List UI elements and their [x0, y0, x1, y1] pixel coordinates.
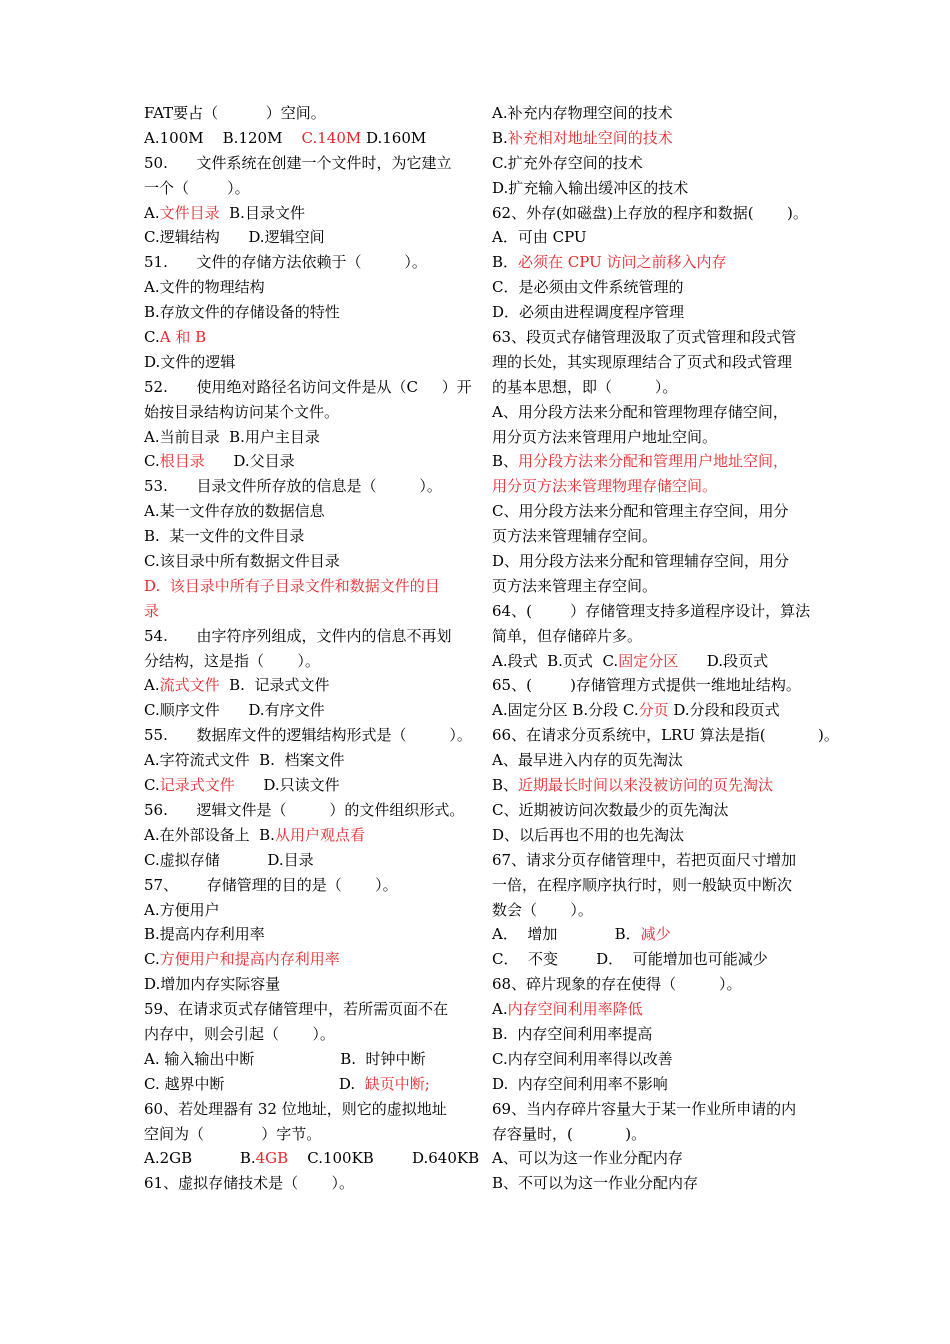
text-segment: B、	[492, 776, 519, 795]
text-segment: A.	[144, 676, 160, 695]
text-line	[144, 1146, 480, 1171]
text-segment: 62、外存(如磁盘)上存放的程序和数据( )。	[492, 203, 808, 222]
answer-highlight: 近期最长时间以来没被访问的页先淘汰	[518, 776, 774, 795]
text-line	[492, 922, 822, 947]
text-segment: D. 内存空间利用率不影响	[492, 1074, 668, 1093]
text-line	[144, 1097, 462, 1122]
text-segment: A. 输入输出中断 B. 时钟中断	[144, 1049, 426, 1068]
text-segment: C.逻辑结构 D.逻辑空间	[144, 228, 325, 247]
text-line	[492, 151, 822, 176]
text-segment: 67、请求分页存储管理中，若把页面尺寸增加	[492, 850, 797, 869]
text-segment: A、最早进入内存的页先淘汰	[492, 751, 683, 770]
text-segment: C.虚拟存储 D.目录	[144, 850, 314, 869]
text-line	[492, 250, 822, 275]
text-segment: 数会（ ）。	[492, 900, 593, 919]
text-line	[144, 325, 462, 350]
text-segment: D、以后再也不用的也先淘汰	[492, 825, 685, 844]
text-line	[492, 723, 839, 748]
text-line	[144, 201, 462, 226]
text-segment: C.	[144, 950, 160, 969]
text-segment: 60、若处理器有 32 位地址，则它的虚拟地址	[144, 1099, 447, 1118]
text-segment: C.内存空间利用率得以改善	[492, 1049, 673, 1068]
text-segment: A.	[492, 1000, 508, 1019]
text-segment: 一个（ ）。	[144, 178, 250, 197]
text-line	[144, 225, 462, 250]
text-segment: D.分段和段页式	[668, 701, 780, 720]
text-segment: B. 记录式文件	[219, 676, 330, 695]
answer-highlight: 用分页方法来管理物理存储空间。	[492, 477, 718, 496]
text-line	[492, 997, 822, 1022]
text-segment: A.100M B.120M	[144, 128, 302, 147]
text-line	[144, 151, 462, 176]
text-line	[492, 1171, 822, 1196]
text-segment: D、用分段方法来分配和管理辅存空间，用分	[492, 552, 790, 571]
answer-highlight: 用分段方法来分配和管理用户地址空间，	[518, 452, 789, 471]
text-line	[492, 400, 822, 425]
text-segment: 61、虚拟存储技术是（ ）。	[144, 1174, 354, 1193]
text-segment: 63、段页式存储管理汲取了页式管理和段式管	[492, 328, 797, 347]
text-segment: A.在外部设备上 B.	[144, 825, 275, 844]
answer-highlight: D. 该目录中所有子目录文件和数据文件的目	[144, 576, 440, 595]
text-line	[144, 823, 462, 848]
text-segment: 的基本思想，即（ ）。	[492, 377, 678, 396]
text-segment: 66、在请求分页系统中，LRU 算法是指( )。	[492, 726, 839, 745]
text-line	[144, 350, 462, 375]
text-line	[144, 275, 462, 300]
text-segment: 54. 由字符序列组成，文件内的信息不再划	[144, 626, 452, 645]
text-segment: 56. 逻辑文件是（ ）的文件组织形式。	[144, 800, 465, 819]
text-line	[144, 1072, 462, 1097]
text-line	[492, 225, 822, 250]
answer-highlight: 流式文件	[159, 676, 220, 695]
text-segment: D.增加内存实际容量	[144, 975, 281, 994]
text-line	[144, 972, 462, 997]
text-line	[492, 101, 822, 126]
text-line	[144, 723, 472, 748]
text-segment: B.目录文件	[219, 203, 305, 222]
text-line	[144, 599, 462, 624]
answer-highlight: 记录式文件	[159, 776, 235, 795]
text-line	[492, 1072, 822, 1097]
text-line	[492, 474, 822, 499]
text-line	[492, 972, 822, 997]
left-column	[144, 101, 480, 1196]
text-segment: B.提高内存利用率	[144, 925, 265, 944]
text-segment: 存容量时，( )。	[492, 1124, 647, 1143]
text-line	[492, 773, 822, 798]
text-line	[144, 250, 462, 275]
text-line	[492, 350, 822, 375]
text-segment: C、近期被访问次数最少的页先淘汰	[492, 800, 729, 819]
text-line	[492, 524, 822, 549]
text-segment: D.扩充输入输出缓冲区的技术	[492, 178, 689, 197]
text-line	[144, 400, 462, 425]
text-line	[144, 425, 462, 450]
text-segment: A． 增加 B．	[492, 925, 641, 944]
text-segment: C. 越界中断 D.	[144, 1074, 365, 1093]
text-line	[492, 798, 822, 823]
text-line	[144, 773, 462, 798]
text-line	[492, 748, 822, 773]
answer-highlight: 文件目录	[159, 203, 220, 222]
text-segment: 分结构，这是指（ ）。	[144, 651, 320, 670]
answer-highlight: 固定分区	[618, 651, 679, 670]
text-segment: 用分页方法来管理用户地址空间。	[492, 427, 718, 446]
text-segment: C.100KB D.640KB	[288, 1149, 480, 1168]
text-segment: 始按目录结构访问某个文件。	[144, 402, 340, 421]
text-line	[492, 574, 822, 599]
text-segment: C． 不变 D． 可能增加也可能减少	[492, 950, 768, 969]
text-line	[492, 947, 822, 972]
text-segment: 69、当内存碎片容量大于某一作业所申请的内	[492, 1099, 797, 1118]
text-segment: 53. 目录文件所存放的信息是（ ）。	[144, 477, 442, 496]
text-line	[492, 201, 822, 226]
text-line	[144, 1022, 462, 1047]
text-segment: A.2GB B.	[144, 1149, 256, 1168]
text-segment: B、不可以为这一作业分配内存	[492, 1174, 699, 1193]
text-line	[144, 997, 462, 1022]
text-segment: A.文件的物理结构	[144, 278, 265, 297]
text-segment: C.该目录中所有数据文件目录	[144, 552, 340, 571]
answer-highlight: 内存空间利用率降低	[507, 1000, 643, 1019]
text-segment: D.文件的逻辑	[144, 352, 236, 371]
text-segment: A、用分段方法来分配和管理物理存储空间，	[492, 402, 788, 421]
text-line	[492, 873, 822, 898]
text-segment: A．可由 CPU	[492, 228, 587, 247]
answer-highlight: 缺页中断;	[364, 1074, 430, 1093]
text-segment: 51. 文件的存储方法依赖于（ ）。	[144, 253, 427, 272]
text-line	[144, 101, 462, 126]
text-segment: C.	[144, 328, 160, 347]
text-segment: 50. 文件系统在创建一个文件时，为它建立	[144, 153, 452, 172]
text-line	[492, 599, 822, 624]
text-line	[492, 673, 822, 698]
text-segment: 内存中，则会引起（ ）。	[144, 1024, 335, 1043]
text-line	[492, 1097, 822, 1122]
answer-highlight: A 和 B	[159, 328, 207, 347]
text-segment: D.160M	[361, 128, 427, 147]
text-line	[144, 698, 462, 723]
answer-highlight: 补充相对地址空间的技术	[507, 128, 673, 147]
text-segment: D.段页式	[678, 651, 769, 670]
text-segment: 页方法来管理主存空间。	[492, 576, 658, 595]
text-segment: A.固定分区 B.分段 C.	[492, 701, 639, 720]
text-line	[144, 1047, 462, 1072]
text-segment: C、用分段方法来分配和管理主存空间，用分	[492, 502, 789, 521]
text-line	[144, 922, 462, 947]
text-segment: 一倍，在程序顺序执行时，则一般缺页中断次	[492, 875, 793, 894]
text-segment: 68、碎片现象的存在使得（ ）。	[492, 975, 742, 994]
text-line	[144, 947, 462, 972]
text-line	[144, 449, 462, 474]
text-segment: A.某一文件存放的数据信息	[144, 502, 325, 521]
answer-highlight: 方便用户和提高内存利用率	[159, 950, 340, 969]
text-segment: 59、在请求页式存储管理中，若所需页面不在	[144, 1000, 449, 1019]
text-line	[492, 300, 822, 325]
text-line	[144, 524, 462, 549]
text-line	[492, 499, 822, 524]
answer-highlight: 必须在 CPU 访问之前移入内存	[518, 253, 727, 272]
text-line	[492, 1047, 822, 1072]
text-line	[492, 449, 822, 474]
text-segment: D．必须由进程调度程序管理	[492, 303, 685, 322]
text-line	[492, 698, 822, 723]
text-line	[492, 624, 822, 649]
text-segment: C.	[144, 776, 160, 795]
text-segment: A.	[144, 203, 160, 222]
text-line	[144, 574, 462, 599]
text-line	[144, 126, 462, 151]
answer-highlight: 根目录	[159, 452, 205, 471]
text-line	[144, 873, 462, 898]
answer-highlight: C.140M	[301, 128, 362, 147]
text-segment: B、	[492, 452, 519, 471]
text-segment: 52. 使用绝对路径名访问文件是从（C ）开	[144, 377, 472, 396]
text-line	[492, 649, 822, 674]
text-segment: B.存放文件的存储设备的特性	[144, 303, 340, 322]
text-segment: C.顺序文件 D.有序文件	[144, 701, 325, 720]
text-segment: C.扩充外存空间的技术	[492, 153, 643, 172]
text-line	[144, 1122, 462, 1147]
text-segment: D.父目录	[204, 452, 295, 471]
text-line	[492, 325, 822, 350]
text-line	[144, 474, 462, 499]
text-line	[492, 898, 822, 923]
text-line	[144, 549, 462, 574]
text-line	[492, 549, 822, 574]
text-line	[144, 499, 462, 524]
text-segment: B. 某一文件的文件目录	[144, 527, 305, 546]
text-line	[144, 848, 462, 873]
text-line	[492, 848, 822, 873]
text-segment: 空间为（ ）字节。	[144, 1124, 322, 1143]
right-column	[492, 101, 839, 1196]
text-line	[492, 425, 822, 450]
text-segment: A.字符流式文件 B. 档案文件	[144, 751, 345, 770]
text-segment: A.方便用户	[144, 900, 220, 919]
text-line	[144, 649, 462, 674]
text-segment: C.	[144, 452, 160, 471]
text-line	[144, 300, 462, 325]
text-segment: 57、 存储管理的目的是（ ）。	[144, 875, 398, 894]
text-line	[144, 1171, 462, 1196]
text-line	[144, 375, 472, 400]
text-line	[492, 275, 822, 300]
text-segment: B．	[492, 253, 519, 272]
text-segment: A.当前目录 B.用户主目录	[144, 427, 320, 446]
text-line	[492, 1022, 822, 1047]
text-line	[144, 898, 462, 923]
text-segment: FAT要占（ ）空间。	[144, 104, 326, 122]
text-segment: B.	[492, 128, 508, 147]
text-line	[492, 126, 822, 151]
answer-highlight: 4GB	[255, 1149, 289, 1168]
text-segment: 64、( ）存储管理支持多道程序设计，算法	[492, 601, 811, 620]
text-line	[144, 624, 462, 649]
text-segment: 页方法来管理辅存空间。	[492, 527, 658, 546]
text-line	[492, 823, 822, 848]
answer-highlight: 分页	[638, 701, 669, 720]
answer-highlight: 从用户观点看	[274, 825, 365, 844]
answer-highlight: 减少	[640, 925, 671, 944]
text-segment: 65、( )存储管理方式提供一维地址结构。	[492, 676, 801, 695]
text-segment: 理的长处，其实现原理结合了页式和段式管理	[492, 352, 793, 371]
text-line	[492, 375, 822, 400]
answer-highlight: 录	[144, 601, 160, 620]
text-line	[144, 748, 462, 773]
text-segment: 简单，但存储碎片多。	[492, 626, 643, 645]
text-line	[492, 176, 822, 201]
text-segment: D.只读文件	[234, 776, 340, 795]
text-segment: A.段式 B.页式 C.	[492, 651, 619, 670]
text-line	[492, 1122, 822, 1147]
text-line	[144, 176, 462, 201]
text-line	[492, 1146, 822, 1171]
text-segment: C．是必须由文件系统管理的	[492, 278, 684, 297]
text-line	[144, 798, 465, 823]
text-segment: A.补充内存物理空间的技术	[492, 104, 673, 122]
text-segment: B. 内存空间利用率提高	[492, 1024, 653, 1043]
text-segment: 55. 数据库文件的逻辑结构形式是（ ）。	[144, 726, 472, 745]
text-segment: A、可以为这一作业分配内存	[492, 1149, 683, 1168]
text-line	[144, 673, 462, 698]
